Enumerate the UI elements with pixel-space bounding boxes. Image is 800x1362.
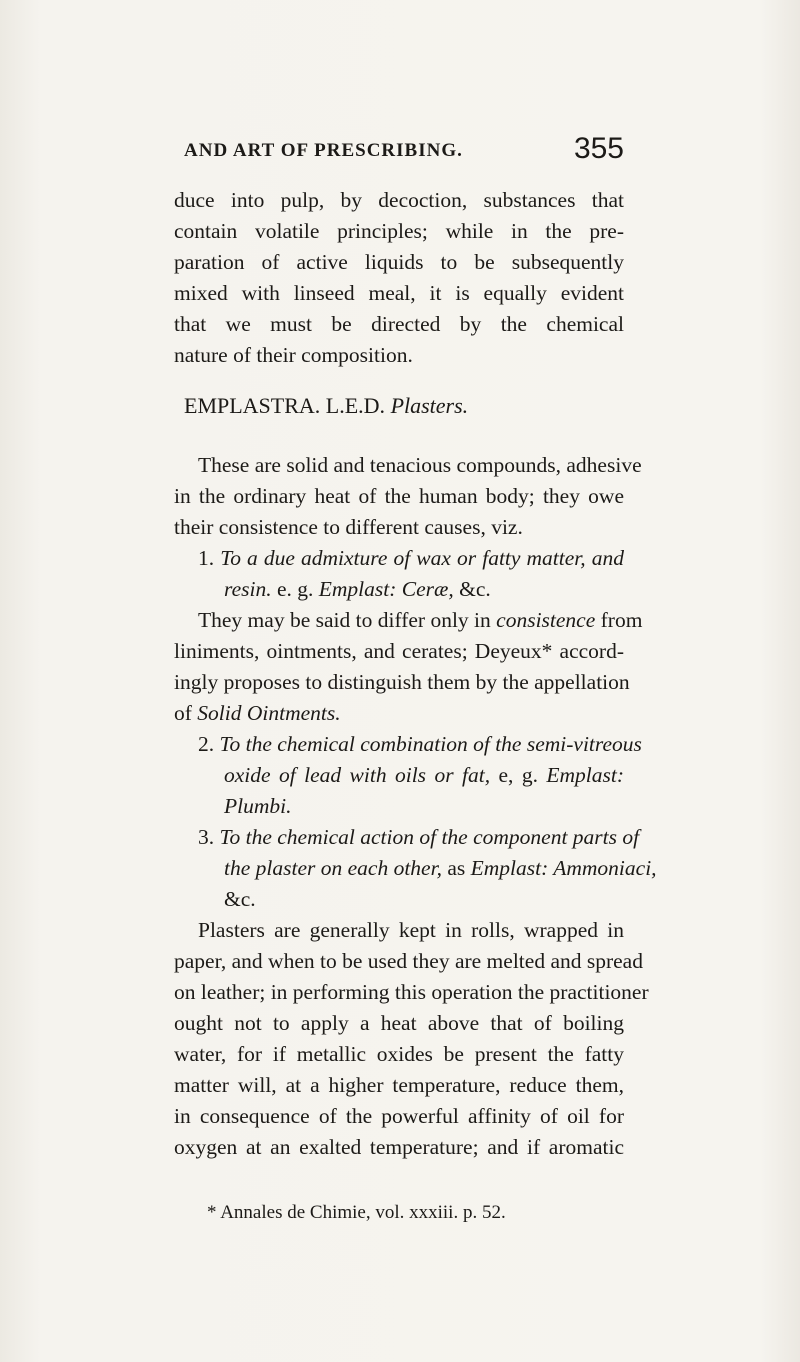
text-line: They may be said to differ only in consistence from — [198, 608, 643, 632]
item-number: 2. — [198, 732, 215, 756]
text-line: Plumbi. — [224, 794, 292, 818]
text-line: 1. To a due admixture of wax or fatty matter, and — [198, 546, 625, 570]
list-item-1 — [174, 543, 624, 605]
text-line: &c. — [224, 887, 256, 911]
section-heading-main: EMPLASTRA. L.E.D. — [184, 393, 386, 418]
text-line: oxygen at an exalted temperature; and if aromatic — [174, 1135, 624, 1159]
intro-paragraph — [174, 185, 624, 371]
plasters-paragraph — [174, 915, 649, 1163]
definition-paragraph — [174, 450, 642, 543]
text-line: paper, and when to be used they are melted and spread — [174, 949, 643, 973]
section-heading-italic: Plasters. — [390, 393, 469, 418]
text-line: duce into pulp, by decoction, substances that — [174, 188, 624, 212]
consistence-paragraph — [174, 605, 643, 729]
page-number: 355 — [573, 132, 624, 165]
text-line: nature of their composition. — [174, 343, 413, 367]
text-line: ought not to apply a heat above that of boiling — [174, 1011, 624, 1035]
section-heading — [184, 393, 468, 419]
text-line: water, for if metallic oxides be present the fatty — [174, 1042, 624, 1066]
text-line: These are solid and tenacious compounds, adhesive — [198, 453, 642, 477]
running-header — [184, 132, 624, 172]
text-line: oxide of lead with oils or fat, e, g. Emplast: — [224, 763, 625, 787]
list-item-3 — [174, 822, 657, 915]
text-line: their consistence to different causes, viz. — [174, 515, 523, 539]
text-line: liniments, ointments, and cerates; Deyeux* accord- — [174, 639, 624, 663]
footnote: * Annales de Chimie, vol. xxxiii. p. 52. — [207, 1202, 506, 1223]
text-line: Plasters are generally kept in rolls, wrapped in — [198, 918, 624, 942]
text-line: resin. e. g. Emplast: Ceræ, &c. — [224, 577, 491, 601]
text-line: matter will, at a higher temperature, reduce them, — [174, 1073, 624, 1097]
text-line: ingly proposes to distinguish them by the appellation — [174, 670, 630, 694]
text-line: 3. To the chemical action of the component parts of — [198, 825, 640, 849]
text-line: in consequence of the powerful affinity of oil for — [174, 1104, 624, 1128]
item-number: 3. — [198, 825, 215, 849]
text-line: 2. To the chemical combination of the semi-vitreous — [198, 732, 642, 756]
text-line: contain volatile principles; while in the pre- — [174, 219, 624, 243]
running-title: AND ART OF PRESCRIBING. — [184, 140, 463, 161]
item-number: 1. — [198, 546, 215, 570]
text-line: the plaster on each other, as Emplast: Ammoniaci, — [224, 856, 657, 880]
text-line: that we must be directed by the chemical — [174, 312, 624, 336]
text-line: of Solid Ointments. — [174, 701, 341, 725]
text-line: in the ordinary heat of the human body; they owe — [174, 484, 624, 508]
list-item-2 — [174, 729, 642, 822]
text-line: paration of active liquids to be subsequently — [174, 250, 624, 274]
text-line: on leather; in performing this operation the practitioner — [174, 980, 649, 1004]
text-line: mixed with linseed meal, it is equally evident — [174, 281, 624, 305]
